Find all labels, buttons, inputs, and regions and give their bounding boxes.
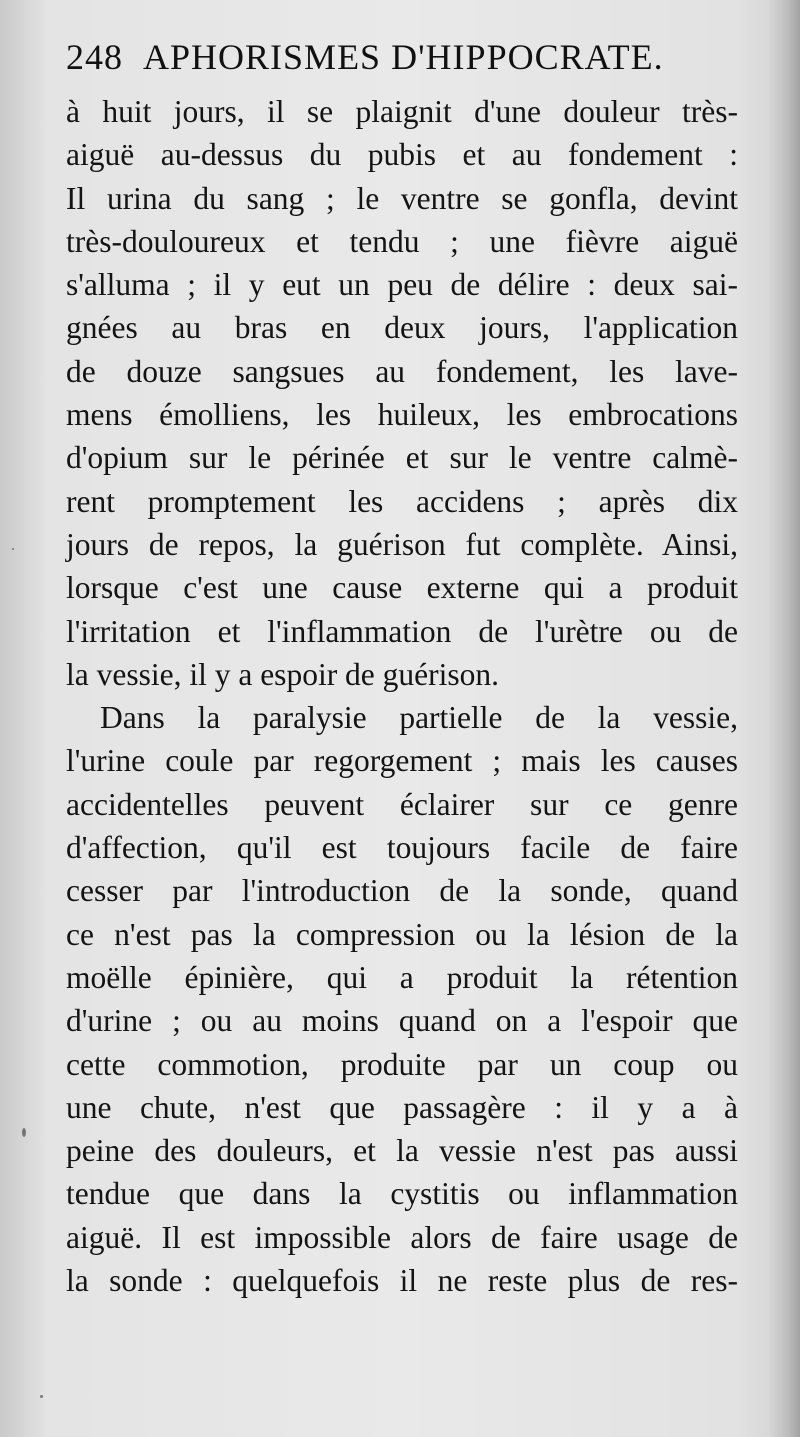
text-line: à huit jours, il se plaignit d'une douleur très- — [66, 94, 738, 129]
text-line: rent promptement les accidens ; après dix — [66, 483, 738, 519]
paragraph-1 — [66, 90, 738, 696]
text-line: aiguë. Il est impossible alors de faire usage de — [66, 1219, 738, 1255]
text-line: Dans la paralysie partielle de la vessie, — [100, 700, 738, 736]
text-line: cesser par l'introduction de la sonde, quand — [66, 873, 738, 909]
text-line: mens émolliens, les huileux, les embrocations — [66, 397, 738, 433]
text-line: d'affection, qu'il est toujours facile de faire — [66, 830, 738, 866]
text-line: de douze sangsues au fondement, les lave- — [66, 353, 738, 389]
page-spine-shadow — [768, 0, 800, 1437]
text-line: accidentelles peuvent éclairer sur ce genre — [66, 786, 738, 822]
running-header — [66, 36, 756, 78]
text-line: peine des douleurs, et la vessie n'est pas aussi — [66, 1133, 738, 1169]
text-line: tendue que dans la cystitis ou inflammation — [66, 1176, 738, 1212]
text-line: cette commotion, produite par un coup ou — [66, 1046, 738, 1082]
paper-speck — [40, 1395, 43, 1398]
text-line: s'alluma ; il y eut un peu de délire : deux sai- — [66, 267, 738, 303]
text-line: gnées au bras en deux jours, l'application — [66, 310, 738, 346]
text-line: d'urine ; ou au moins quand on a l'espoir que — [66, 1003, 738, 1039]
running-title: APHORISMES D'HIPPOCRATE. — [143, 37, 664, 77]
text-line: d'opium sur le périnée et sur le ventre calmè- — [66, 440, 738, 476]
text-line: une chute, n'est que passagère : il y a à — [66, 1089, 738, 1125]
text-line: l'urine coule par regorgement ; mais les causes — [66, 743, 738, 779]
text-line: lorsque c'est une cause externe qui a produit — [66, 570, 738, 606]
text-line: la vessie, il y a espoir de guérison. — [66, 656, 500, 692]
text-line: aiguë au-dessus du pubis et au fondement : — [66, 137, 738, 173]
paragraph-2 — [66, 696, 738, 1302]
text-line: l'irritation et l'inflammation de l'urètre ou de — [66, 613, 738, 649]
page-number: 248 — [66, 37, 123, 77]
text-line: jours de repos, la guérison fut complète. Ainsi, — [66, 526, 738, 562]
paper-speck — [12, 548, 14, 550]
text-line: Il urina du sang ; le ventre se gonfla, devint — [66, 180, 738, 216]
text-line: moëlle épinière, qui a produit la rétention — [66, 959, 738, 995]
text-line: très-douloureux et tendu ; une fièvre aiguë — [66, 223, 738, 259]
paper-speck — [22, 1128, 26, 1137]
text-line: ce n'est pas la compression ou la lésion de la — [66, 916, 738, 952]
text-line: la sonde : quelquefois il ne reste plus de res- — [66, 1263, 738, 1299]
page-body — [66, 90, 738, 1302]
